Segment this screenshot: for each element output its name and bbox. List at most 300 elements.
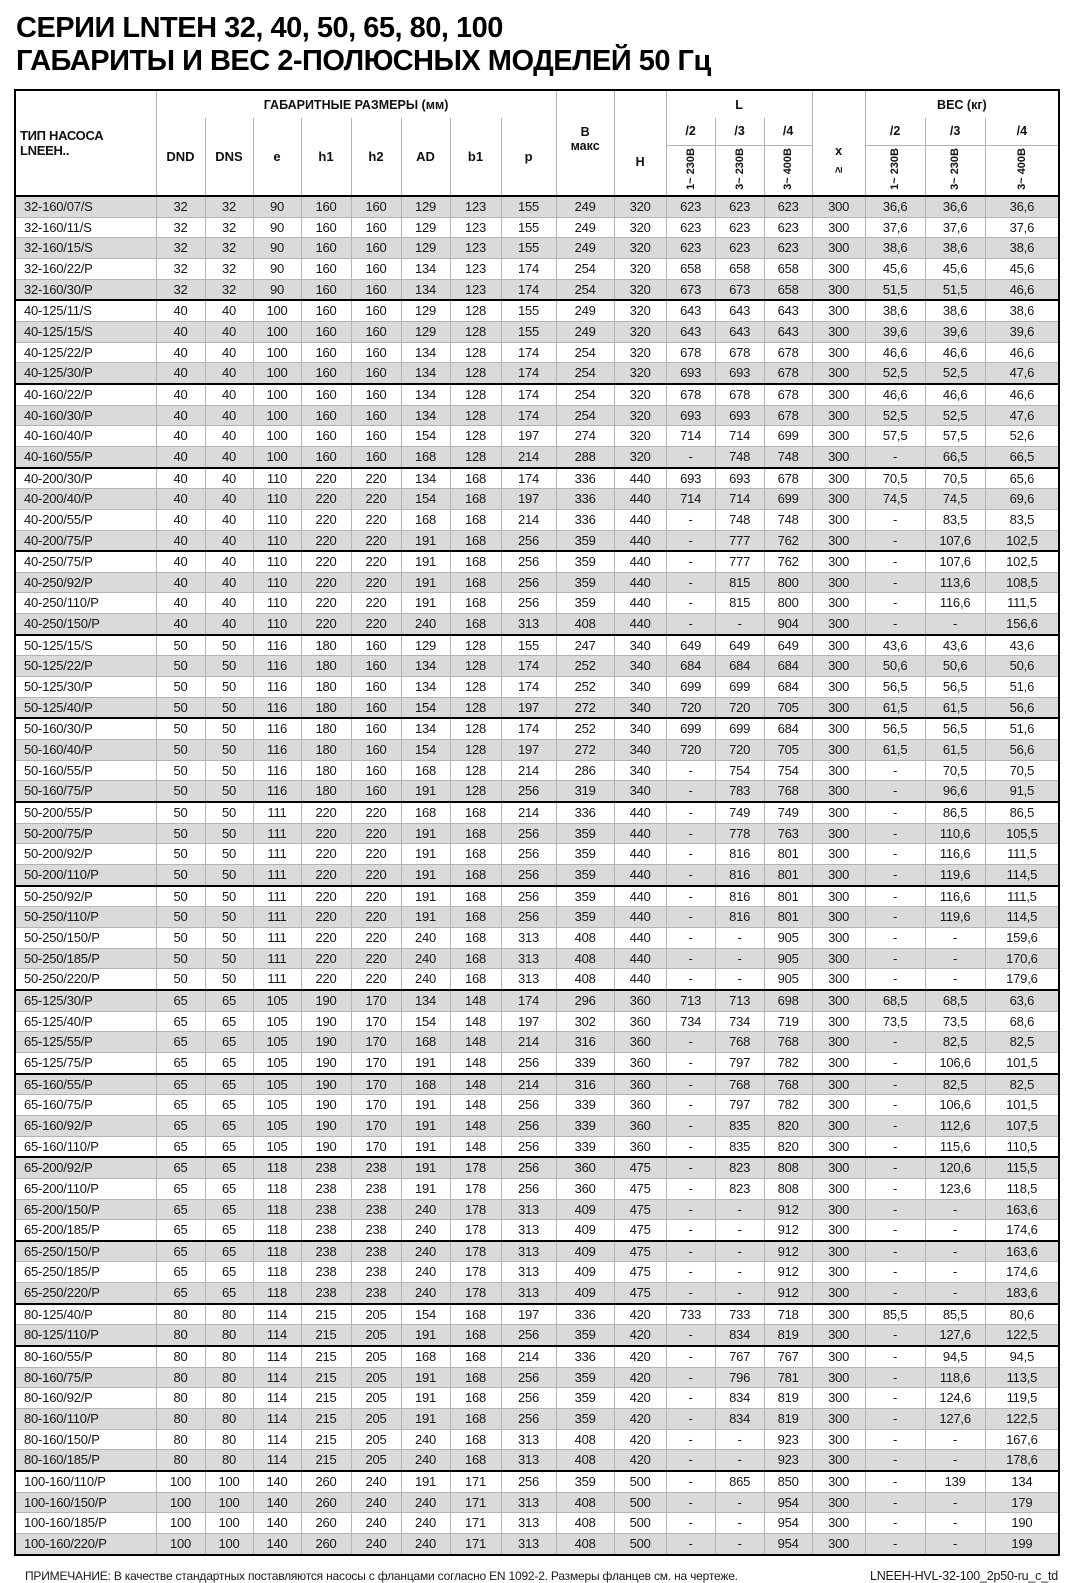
- table-row: [15, 446, 1059, 467]
- value-cell: 215: [301, 1367, 351, 1388]
- value-cell: 249: [556, 238, 614, 259]
- value-cell: 408: [556, 948, 614, 969]
- value-cell: 114: [253, 1388, 301, 1409]
- value-cell: 313: [501, 927, 556, 948]
- value-cell: 113,5: [985, 1367, 1059, 1388]
- value-cell: 65: [156, 1074, 205, 1095]
- value-cell: 240: [401, 1241, 450, 1262]
- value-cell: 302: [556, 1011, 614, 1032]
- value-cell: 61,5: [865, 740, 925, 761]
- value-cell: -: [865, 1513, 925, 1534]
- pump-model-cell: 50-250/220/P: [15, 969, 156, 990]
- value-cell: 43,6: [925, 635, 985, 656]
- value-cell: -: [865, 781, 925, 802]
- value-cell: 300: [812, 1409, 865, 1430]
- value-cell: -: [925, 1492, 985, 1513]
- value-cell: 238: [301, 1241, 351, 1262]
- value-cell: 134: [985, 1471, 1059, 1492]
- value-cell: -: [925, 614, 985, 635]
- value-cell: 127,6: [925, 1325, 985, 1346]
- value-cell: -: [666, 1262, 715, 1283]
- value-cell: -: [666, 927, 715, 948]
- value-cell: 100: [205, 1513, 253, 1534]
- value-cell: 713: [666, 990, 715, 1011]
- value-cell: 160: [301, 258, 351, 279]
- value-cell: 678: [666, 384, 715, 405]
- value-cell: 240: [401, 969, 450, 990]
- table-row: [15, 990, 1059, 1011]
- value-cell: 110: [253, 468, 301, 489]
- value-cell: 420: [614, 1325, 666, 1346]
- value-cell: 82,5: [925, 1074, 985, 1095]
- value-cell: 272: [556, 740, 614, 761]
- value-cell: 129: [401, 196, 450, 217]
- value-cell: 220: [301, 865, 351, 886]
- pump-model-cell: 50-250/185/P: [15, 948, 156, 969]
- value-cell: 65: [156, 1032, 205, 1053]
- table-row: [15, 489, 1059, 510]
- value-cell: 47,6: [985, 405, 1059, 426]
- value-cell: 440: [614, 802, 666, 823]
- col-header-l4-voltage: [764, 145, 812, 196]
- value-cell: 116: [253, 740, 301, 761]
- value-cell: 32: [205, 258, 253, 279]
- value-cell: 296: [556, 990, 614, 1011]
- value-cell: 65: [205, 1074, 253, 1095]
- value-cell: 191: [401, 1136, 450, 1157]
- value-cell: 340: [614, 697, 666, 718]
- value-cell: 240: [401, 927, 450, 948]
- value-cell: 190: [301, 1052, 351, 1073]
- value-cell: 155: [501, 238, 556, 259]
- value-cell: 118: [253, 1283, 301, 1304]
- value-cell: 32: [156, 217, 205, 238]
- value-cell: 256: [501, 1052, 556, 1073]
- value-cell: 160: [351, 635, 401, 656]
- value-cell: 100: [253, 446, 301, 467]
- value-cell: -: [865, 927, 925, 948]
- value-cell: 420: [614, 1388, 666, 1409]
- value-cell: 440: [614, 593, 666, 614]
- value-cell: 191: [401, 1471, 450, 1492]
- value-cell: 51,6: [985, 718, 1059, 739]
- value-cell: 320: [614, 384, 666, 405]
- value-cell: 191: [401, 823, 450, 844]
- value-cell: 52,5: [865, 405, 925, 426]
- value-cell: -: [715, 1199, 764, 1220]
- value-cell: 409: [556, 1241, 614, 1262]
- value-cell: 160: [351, 781, 401, 802]
- value-cell: 320: [614, 238, 666, 259]
- table-row: [15, 321, 1059, 342]
- value-cell: 116,6: [925, 593, 985, 614]
- value-cell: 678: [764, 405, 812, 426]
- table-row: [15, 426, 1059, 447]
- value-cell: 105: [253, 1115, 301, 1136]
- value-cell: 56,5: [925, 718, 985, 739]
- value-cell: 174,6: [985, 1262, 1059, 1283]
- value-cell: 300: [812, 1513, 865, 1534]
- value-cell: 82,5: [985, 1032, 1059, 1053]
- value-cell: 51,5: [925, 279, 985, 300]
- value-cell: 134: [401, 258, 450, 279]
- value-cell: 100: [205, 1471, 253, 1492]
- voltage-3-230-label: 3~ 230В: [949, 147, 962, 190]
- value-cell: 105: [253, 1136, 301, 1157]
- table-row: [15, 781, 1059, 802]
- value-cell: 300: [812, 802, 865, 823]
- value-cell: -: [865, 802, 925, 823]
- value-cell: -: [925, 969, 985, 990]
- table-row: [15, 802, 1059, 823]
- table-row: [15, 1325, 1059, 1346]
- value-cell: 205: [351, 1304, 401, 1325]
- value-cell: 300: [812, 196, 865, 217]
- value-cell: 336: [556, 1304, 614, 1325]
- value-cell: 160: [301, 300, 351, 321]
- value-cell: 38,6: [985, 300, 1059, 321]
- value-cell: 339: [556, 1095, 614, 1116]
- value-cell: -: [925, 1534, 985, 1555]
- col-header-p: p: [501, 118, 556, 196]
- value-cell: 340: [614, 718, 666, 739]
- pump-model-cell: 65-125/55/P: [15, 1032, 156, 1053]
- value-cell: 256: [501, 1367, 556, 1388]
- value-cell: 40: [205, 300, 253, 321]
- value-cell: 320: [614, 426, 666, 447]
- table-row: [15, 1534, 1059, 1555]
- value-cell: 190: [301, 1011, 351, 1032]
- value-cell: 45,6: [985, 258, 1059, 279]
- value-cell: 180: [301, 740, 351, 761]
- value-cell: 51,5: [865, 279, 925, 300]
- value-cell: 65: [156, 1095, 205, 1116]
- value-cell: 313: [501, 1220, 556, 1241]
- value-cell: 256: [501, 1178, 556, 1199]
- value-cell: 256: [501, 907, 556, 928]
- value-cell: -: [865, 1534, 925, 1555]
- value-cell: 300: [812, 509, 865, 530]
- value-cell: 40: [205, 384, 253, 405]
- pump-model-cell: 50-200/75/P: [15, 823, 156, 844]
- value-cell: 100: [156, 1534, 205, 1555]
- value-cell: 61,5: [865, 697, 925, 718]
- value-cell: -: [666, 446, 715, 467]
- value-cell: 408: [556, 614, 614, 635]
- value-cell: 693: [666, 405, 715, 426]
- pump-model-cell: 50-200/92/P: [15, 844, 156, 865]
- value-cell: 220: [351, 865, 401, 886]
- value-cell: 113,6: [925, 572, 985, 593]
- value-cell: 114: [253, 1346, 301, 1367]
- value-cell: 40: [205, 321, 253, 342]
- value-cell: 823: [715, 1157, 764, 1178]
- value-cell: 420: [614, 1346, 666, 1367]
- value-cell: 148: [450, 1095, 501, 1116]
- col-header-pump-type: ТИП НАСОСА LNEEH..: [15, 90, 156, 196]
- value-cell: 50: [156, 635, 205, 656]
- value-cell: 300: [812, 1220, 865, 1241]
- value-cell: 160: [351, 279, 401, 300]
- value-cell: 105: [253, 1095, 301, 1116]
- value-cell: 111: [253, 907, 301, 928]
- value-cell: 238: [351, 1157, 401, 1178]
- value-cell: 777: [715, 530, 764, 551]
- value-cell: 240: [401, 1199, 450, 1220]
- value-cell: 205: [351, 1409, 401, 1430]
- table-row: [15, 279, 1059, 300]
- value-cell: 220: [351, 948, 401, 969]
- value-cell: 114: [253, 1429, 301, 1450]
- value-cell: 52,6: [985, 426, 1059, 447]
- value-cell: 110: [253, 593, 301, 614]
- value-cell: -: [715, 1241, 764, 1262]
- value-cell: 300: [812, 1388, 865, 1409]
- pump-model-cell: 80-160/75/P: [15, 1367, 156, 1388]
- value-cell: 134: [401, 384, 450, 405]
- value-cell: 111: [253, 886, 301, 907]
- value-cell: 160: [301, 279, 351, 300]
- value-cell: 699: [764, 426, 812, 447]
- value-cell: 409: [556, 1262, 614, 1283]
- value-cell: 256: [501, 1157, 556, 1178]
- value-cell: 174,6: [985, 1220, 1059, 1241]
- value-cell: 57,5: [925, 426, 985, 447]
- value-cell: 111: [253, 865, 301, 886]
- value-cell: 300: [812, 1534, 865, 1555]
- value-cell: -: [666, 1325, 715, 1346]
- value-cell: 168: [450, 1367, 501, 1388]
- value-cell: 168: [401, 1346, 450, 1367]
- value-cell: 313: [501, 1241, 556, 1262]
- value-cell: 180: [301, 781, 351, 802]
- value-cell: 114: [253, 1325, 301, 1346]
- value-cell: 40: [205, 489, 253, 510]
- value-cell: 38,6: [985, 238, 1059, 259]
- value-cell: 191: [401, 865, 450, 886]
- value-cell: 409: [556, 1220, 614, 1241]
- value-cell: 168: [450, 969, 501, 990]
- value-cell: -: [715, 1534, 764, 1555]
- value-cell: 720: [666, 740, 715, 761]
- value-cell: 168: [450, 823, 501, 844]
- value-cell: -: [865, 551, 925, 572]
- value-cell: 440: [614, 530, 666, 551]
- col-header-b-max: [556, 90, 614, 196]
- value-cell: 214: [501, 1032, 556, 1053]
- value-cell: -: [666, 1534, 715, 1555]
- pump-model-cell: 65-250/150/P: [15, 1241, 156, 1262]
- value-cell: -: [865, 1429, 925, 1450]
- value-cell: -: [666, 1283, 715, 1304]
- value-cell: 171: [450, 1513, 501, 1534]
- value-cell: 240: [401, 1283, 450, 1304]
- value-cell: 168: [450, 468, 501, 489]
- value-cell: 40: [156, 593, 205, 614]
- value-cell: 300: [812, 489, 865, 510]
- value-cell: 408: [556, 1534, 614, 1555]
- value-cell: 140: [253, 1492, 301, 1513]
- value-cell: 256: [501, 1095, 556, 1116]
- value-cell: 40: [156, 489, 205, 510]
- value-cell: 256: [501, 1388, 556, 1409]
- value-cell: 274: [556, 426, 614, 447]
- value-cell: 300: [812, 1346, 865, 1367]
- value-cell: 240: [401, 948, 450, 969]
- value-cell: 65: [156, 1262, 205, 1283]
- value-cell: 105: [253, 1032, 301, 1053]
- value-cell: 300: [812, 781, 865, 802]
- value-cell: 178: [450, 1178, 501, 1199]
- value-cell: 475: [614, 1262, 666, 1283]
- value-cell: 90: [253, 217, 301, 238]
- value-cell: 316: [556, 1032, 614, 1053]
- value-cell: 300: [812, 217, 865, 238]
- value-cell: 300: [812, 1325, 865, 1346]
- pump-model-cell: 80-125/40/P: [15, 1304, 156, 1325]
- value-cell: 110: [253, 509, 301, 530]
- value-cell: 171: [450, 1492, 501, 1513]
- value-cell: 50: [156, 948, 205, 969]
- value-cell: -: [865, 1157, 925, 1178]
- value-cell: 160: [351, 426, 401, 447]
- value-cell: 623: [715, 217, 764, 238]
- value-cell: 191: [401, 1157, 450, 1178]
- value-cell: 718: [764, 1304, 812, 1325]
- value-cell: 116: [253, 781, 301, 802]
- value-cell: 191: [401, 1325, 450, 1346]
- table-row: [15, 217, 1059, 238]
- value-cell: 110: [253, 551, 301, 572]
- col-header-weight3-voltage: [925, 145, 985, 196]
- value-cell: 300: [812, 572, 865, 593]
- col-header-h1: h1: [301, 118, 351, 196]
- value-cell: 300: [812, 238, 865, 259]
- value-cell: 105,5: [985, 823, 1059, 844]
- value-cell: 220: [301, 489, 351, 510]
- value-cell: 714: [666, 426, 715, 447]
- value-cell: 678: [764, 363, 812, 384]
- value-cell: 693: [715, 363, 764, 384]
- voltage-3-230-label: 3~ 230В: [733, 147, 746, 190]
- value-cell: 178: [450, 1199, 501, 1220]
- pump-model-cell: 50-200/55/P: [15, 802, 156, 823]
- value-cell: 110: [253, 572, 301, 593]
- value-cell: -: [666, 1095, 715, 1116]
- value-cell: 65: [156, 1052, 205, 1073]
- pump-model-cell: 50-250/110/P: [15, 907, 156, 928]
- header-row-groups: [15, 90, 1059, 118]
- col-header-weight4: /4: [985, 118, 1059, 145]
- value-cell: 359: [556, 551, 614, 572]
- value-cell: 170: [351, 1074, 401, 1095]
- value-cell: 360: [556, 1178, 614, 1199]
- value-cell: 107,6: [925, 551, 985, 572]
- value-cell: 128: [450, 300, 501, 321]
- value-cell: 300: [812, 1052, 865, 1073]
- value-cell: 80: [205, 1346, 253, 1367]
- table-row: [15, 1471, 1059, 1492]
- value-cell: 359: [556, 530, 614, 551]
- value-cell: 220: [351, 614, 401, 635]
- value-cell: -: [865, 1074, 925, 1095]
- value-cell: 163,6: [985, 1199, 1059, 1220]
- value-cell: -: [715, 1429, 764, 1450]
- value-cell: 118: [253, 1241, 301, 1262]
- table-row: [15, 1052, 1059, 1073]
- value-cell: 180: [301, 677, 351, 698]
- value-cell: 134: [401, 279, 450, 300]
- value-cell: 820: [764, 1115, 812, 1136]
- value-cell: 154: [401, 426, 450, 447]
- value-cell: -: [666, 781, 715, 802]
- value-cell: 835: [715, 1136, 764, 1157]
- value-cell: 40: [205, 342, 253, 363]
- value-cell: 110: [253, 614, 301, 635]
- value-cell: 180: [301, 656, 351, 677]
- value-cell: 80: [205, 1304, 253, 1325]
- value-cell: 168: [450, 593, 501, 614]
- page-title: [0, 0, 1072, 78]
- value-cell: -: [865, 823, 925, 844]
- value-cell: 643: [666, 321, 715, 342]
- value-cell: 300: [812, 1429, 865, 1450]
- value-cell: 50: [156, 927, 205, 948]
- value-cell: 32: [156, 238, 205, 259]
- value-cell: 163,6: [985, 1241, 1059, 1262]
- value-cell: 168: [401, 760, 450, 781]
- value-cell: 179: [985, 1492, 1059, 1513]
- col-header-e: e: [253, 118, 301, 196]
- value-cell: 178: [450, 1283, 501, 1304]
- value-cell: 768: [715, 1074, 764, 1095]
- value-cell: 65,6: [985, 468, 1059, 489]
- value-cell: 923: [764, 1450, 812, 1471]
- value-cell: 336: [556, 468, 614, 489]
- table-row: [15, 886, 1059, 907]
- value-cell: 82,5: [985, 1074, 1059, 1095]
- value-cell: 160: [351, 300, 401, 321]
- value-cell: 94,5: [925, 1346, 985, 1367]
- value-cell: 800: [764, 593, 812, 614]
- table-row: [15, 1429, 1059, 1450]
- value-cell: -: [666, 1074, 715, 1095]
- table-row: [15, 1115, 1059, 1136]
- value-cell: -: [865, 1492, 925, 1513]
- table-row: [15, 405, 1059, 426]
- value-cell: 128: [450, 384, 501, 405]
- pump-model-cell: 65-200/110/P: [15, 1178, 156, 1199]
- value-cell: 220: [301, 468, 351, 489]
- value-cell: 134: [401, 656, 450, 677]
- value-cell: 797: [715, 1052, 764, 1073]
- value-cell: 140: [253, 1534, 301, 1555]
- value-cell: 904: [764, 614, 812, 635]
- value-cell: 80: [156, 1388, 205, 1409]
- value-cell: 220: [301, 969, 351, 990]
- table-row: [15, 740, 1059, 761]
- value-cell: 160: [351, 196, 401, 217]
- value-cell: 319: [556, 781, 614, 802]
- pump-model-cell: 80-160/92/P: [15, 1388, 156, 1409]
- value-cell: 252: [556, 718, 614, 739]
- value-cell: 649: [715, 635, 764, 656]
- value-cell: 168: [401, 446, 450, 467]
- value-cell: 66,5: [925, 446, 985, 467]
- col-header-l2-voltage: [666, 145, 715, 196]
- value-cell: 440: [614, 907, 666, 928]
- table-row: [15, 1409, 1059, 1430]
